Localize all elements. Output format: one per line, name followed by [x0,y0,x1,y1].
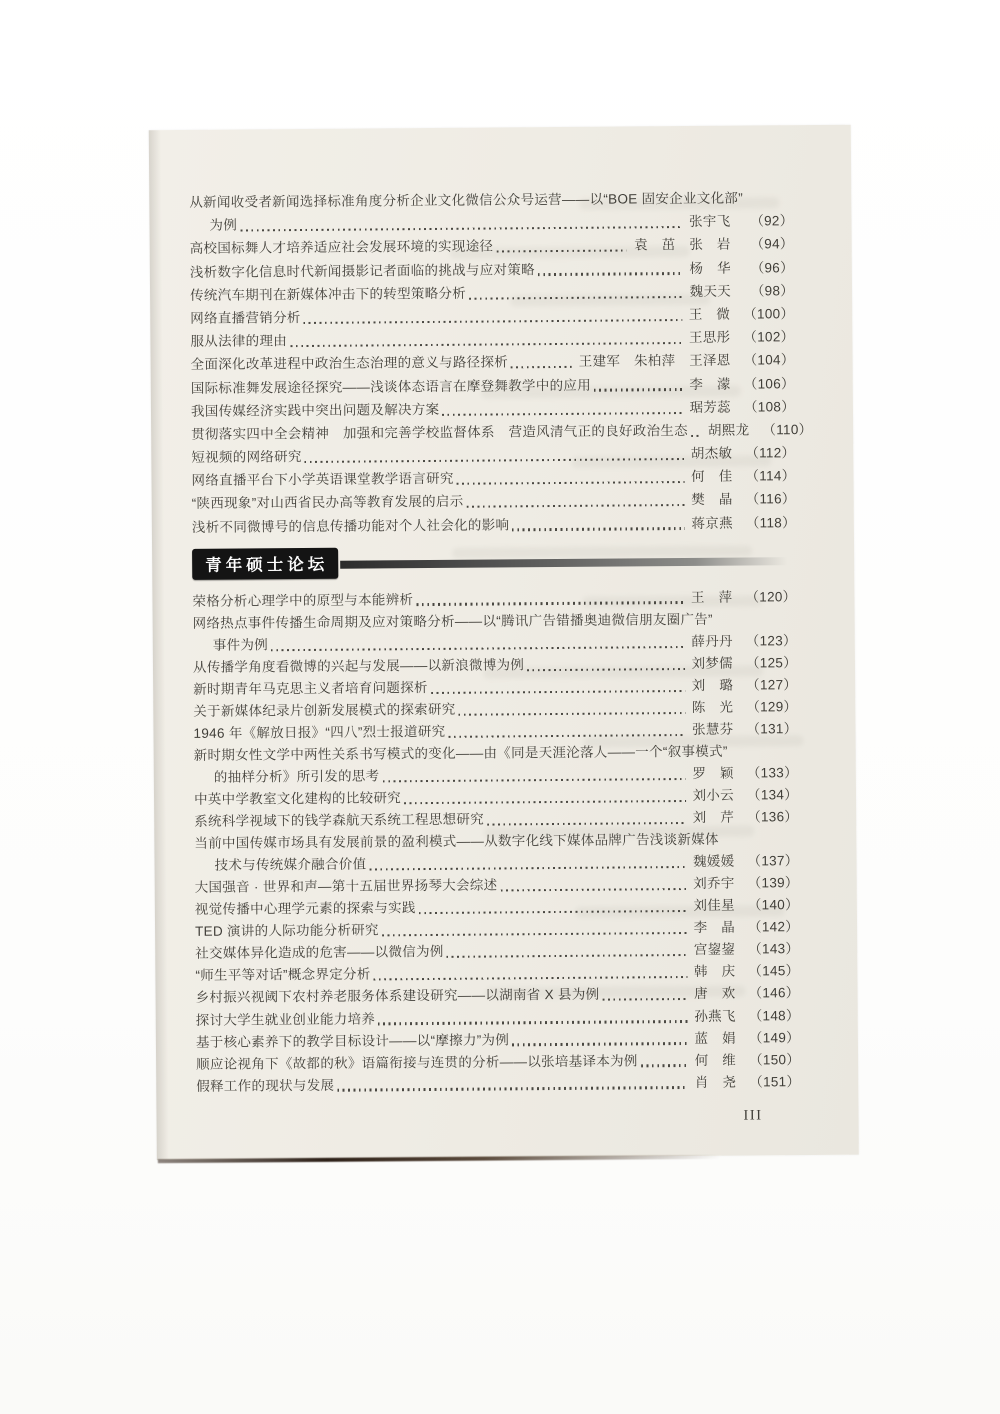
toc-entry-authors: 胡杰敏 [690,445,733,462]
dot-leader [448,734,685,738]
toc-entry-authors: 王 萍 [690,589,733,605]
toc-entry [193,654,797,677]
toc-entry-page-number: （120） [745,588,797,605]
toc-entry-authors: 袁 茁 张 岩 [634,237,731,253]
toc-entry-page-number: （104） [743,352,795,368]
toc-entry-title-continuation: 事件为例 [212,637,269,653]
toc-entry-title: 从新闻收受者新闻选择标准角度分析企业文化微信公众号运营——以“BOE 固安企业文化部” [189,190,744,210]
toc-entry-authors: 何 维 [694,1052,737,1068]
toc-entry-authors: 宫鋆鋆 [693,942,736,958]
toc-entry-authors: 魏天天 [689,283,732,299]
toc-entry-page-number: （146） [748,985,800,1002]
toc-entry-page-number: （114） [745,468,796,484]
toc-entry [192,514,796,537]
dot-leader [691,435,701,437]
toc-entry-title: 从传播学角度看微博的兴起与发展——以新浪微博为例 [192,657,525,675]
toc-entry-page-number: （131） [746,721,798,737]
toc-entry-title: 当前中国传媒市场具有发展前景的盈利模式——从数字化线下媒体品牌广告浅谈新媒体 [194,831,719,852]
toc-entry-authors: 韩 庆 [693,964,736,980]
dot-leader [378,1020,687,1025]
toc-entry-authors: 王 微 [688,306,731,322]
paper-sheet [149,125,859,1160]
toc-entry-title: 关于新媒体纪录片创新发展模式的探索研究 [193,701,456,719]
toc-entry [194,830,798,853]
section-header-rule [340,557,796,569]
toc-entry-authors: 张慧芬 [691,721,734,737]
toc-entry-title: TED 演讲的人际功能分析研究 [195,922,379,940]
toc-entry-authors: 王建军 朱柏萍 王泽恩 [578,352,731,370]
toc-entry-page-number: （98） [750,282,795,299]
toc-entry [190,282,794,305]
toc-entry-title: 浅析不同微博号的信息传播功能对个人社会化的影响 [191,517,510,535]
toc-entry [195,941,799,964]
toc-entry [193,720,797,743]
toc-entry [194,852,798,875]
toc-entry-page-number: （134） [746,787,799,803]
dot-leader [290,342,682,347]
toc-entry [191,375,795,398]
toc-entry-page-number: （92） [750,213,794,229]
toc-entry-page-number: （96） [750,259,794,276]
dot-leader [337,1086,688,1091]
page-number-footer: III [743,1107,763,1124]
toc-entry-authors: 刘佳星 [693,897,735,914]
toc-entry-authors: 刘 芹 [692,809,735,826]
dot-leader [374,976,687,981]
toc-entry-title: 乡村振兴视阈下农村养老服务体系建设研究——以湖南省 X 县为例 [195,987,600,1006]
toc-entry-title: 基于核心素养下的教学目标设计——以“摩擦力”为例 [195,1031,510,1050]
dot-leader [442,412,682,416]
toc-entry-page-number: （112） [745,445,796,461]
toc-entry-page-number: （145） [748,963,800,979]
toc-entry-title: 网络直播营销分析 [190,309,301,326]
toc-entry-page-number: （151） [749,1073,801,1090]
section-header-label: 青年硕士论坛 [192,548,338,580]
toc-entry-page-number: （136） [747,809,799,825]
toc-entry [195,918,799,941]
toc-entry-title: 大国强音 · 世界和声—第十五届世界扬琴大会综述 [194,877,498,896]
toc-entry-title: 探讨大学生就业创业能力培养 [195,1010,376,1028]
dot-leader [469,296,683,300]
toc-entry-page-number: （100） [743,306,795,322]
toc-entry-page-number: （108） [743,398,796,415]
toc-entry-title-continuation: 的抽样分析》所引发的思考 [213,768,380,785]
toc-entry [194,786,798,809]
toc-entry [195,963,799,986]
toc-entry-page-number: （133） [746,765,798,781]
toc-entry-page-number: （116） [745,491,796,507]
toc-entry-title: 系统科学视域下的钱学森航天系统工程思想研究 [194,811,485,829]
dot-leader [431,690,685,694]
dot-leader [511,366,572,369]
toc-entry [196,1029,800,1052]
toc-entry-page-number: （150） [749,1051,801,1068]
dot-leader [382,932,687,937]
toc-entry [194,808,798,831]
toc-entry-authors: 罗 颖 [692,765,734,781]
toc-entry-title: 1946 年《解放日报》“四八”烈士报道研究 [193,723,446,741]
toc-entry-authors: 李 晶 [693,919,736,936]
toc-entry-authors: 薛丹丹 [691,633,733,649]
toc-entry-title-continuation: 技术与传统媒介融合价值 [214,856,367,873]
dot-leader [419,910,687,914]
toc-entry-title: 传统汽车期刊在新媒体冲击下的转型策略分析 [190,285,467,303]
toc-entry-title: “师生平等对话”概念界定分析 [195,966,371,984]
toc-entry-title: 我国传媒经济实践中突出问题及解决方案 [190,401,440,419]
toc-entry-title: 中英中学教室文化建构的比较研究 [193,790,402,807]
dot-leader [457,481,684,485]
toc-entry [191,444,795,467]
toc-entry-authors: 孙燕飞 [694,1008,736,1024]
toc-entry-page-number: （102） [743,329,795,345]
toc-entry [193,676,797,699]
toc-entry-authors: 魏媛媛 [693,853,735,870]
dot-leader [496,250,627,253]
toc-entry [193,698,797,721]
toc-entry-authors: 胡熙龙 [707,422,750,438]
toc-entry-title: 新时期青年马克思主义者培育问题探析 [193,679,428,697]
toc-entry-authors: 琚芳蕊 [689,399,731,415]
toc-entry-authors: 李 濛 [689,376,731,392]
dot-leader [538,272,683,275]
toc-entry [195,874,799,897]
dot-leader [304,319,682,324]
toc-entry-authors: 何 佳 [691,468,733,485]
toc-entry [194,764,798,787]
toc-entry [195,896,799,919]
toc-entry-title: 服从法律的理由 [190,333,288,350]
dot-leader [487,822,686,826]
toc-section-youth-masters-forum [192,588,800,1096]
toc-entry-page-number: （137） [747,853,799,869]
dot-leader [467,504,685,508]
toc-entry-authors: 刘小云 [692,787,735,804]
toc-entry [190,259,794,282]
toc-entry-page-number: （140） [747,897,799,913]
dot-leader [382,778,685,783]
toc-entry-page-number: （106） [743,375,795,392]
section-header-youth-masters-forum [192,546,796,579]
toc-entry-page-number: （139） [747,875,799,891]
toc-entry [191,351,795,374]
toc-entry-title: 高校国标舞人才培养适应社会发展环境的实现途径 [189,238,494,257]
toc-entry [192,588,796,611]
toc-entry [190,328,794,351]
toc-entry-page-number: （149） [748,1029,800,1046]
toc-entry-authors: 杨 华 [689,260,731,276]
toc-entry-page-number: （94） [750,236,794,252]
dot-leader [602,998,687,1001]
toc-entry-title: 浅析数字化信息时代新闻摄影记者面临的挑战与应对策略 [189,261,535,280]
toc-entry-title: 网络热点事件传播生命周期及应对策略分析——以“腾讯广告错播奥迪微信朋友圈广告” [192,611,713,631]
toc-entry-title: 短视频的网络研究 [191,449,302,465]
toc-entry-title: 网络直播平台下小学英语课堂教学语言研究 [191,471,454,489]
toc-entry-title: 全面深化改革进程中政治生态治理的意义与路径探析 [190,354,509,373]
dot-leader [404,800,686,804]
toc-entry [190,305,794,328]
toc-entry-page-number: （110） [762,421,813,438]
toc-entry-authors: 刘乔宇 [693,875,735,892]
toc-entry-page-number: （118） [745,514,796,531]
dot-leader [512,1042,687,1046]
toc-entry [191,467,795,490]
dot-leader [500,888,686,892]
toc-entry [191,398,795,421]
toc-entry-page-number: （143） [748,941,800,957]
toc-entry [196,1073,800,1096]
toc-entry [191,421,813,444]
toc-entry [190,236,794,259]
toc-entry-title: 顺应论视角下《故都的秋》语篇衔接与连贯的分析——以张培基译本为例 [196,1053,638,1072]
toc-section-continued [189,189,813,536]
dot-leader [641,1064,688,1067]
toc-entry [196,985,800,1008]
toc-entry [194,742,798,765]
toc-entry-authors: 蒋京燕 [691,515,733,531]
dot-leader [527,668,684,671]
toc-entry [193,610,797,633]
toc-entry-authors: 刘 璐 [691,677,734,693]
dot-leader [271,646,684,651]
toc-entry [189,189,793,212]
dot-leader [512,527,684,531]
dot-leader [594,388,682,391]
toc-entry-title: 贯彻落实四中全会精神 加强和完善学校监督体系 营造风清气正的良好政治生态 [191,422,689,442]
dot-leader [416,601,684,605]
toc-entry [196,1007,800,1030]
toc-entry-authors: 张宇飞 [689,213,731,230]
toc-entry-title: 新时期女性文学中两性关系书写模式的变化——由《同是天涯沦落人——一个“叙事模式” [193,743,728,763]
toc-entry-title: 假释工作的现状与发展 [196,1077,335,1094]
toc-entry-page-number: （127） [746,676,798,693]
toc-content [189,189,813,1128]
toc-entry-title: 国际标准舞发展途径探究——浅谈体态语言在摩登舞教学中的应用 [190,377,592,396]
dot-leader [447,954,687,958]
toc-entry [189,212,793,235]
toc-entry-title: 社交媒体异化造成的危害——以微信为例 [195,944,444,962]
toc-entry-authors: 蓝 娟 [694,1030,736,1046]
dot-leader [240,226,682,232]
toc-entry-page-number: （142） [747,919,800,935]
toc-entry-page-number: （148） [748,1007,800,1024]
toc-entry [192,491,796,514]
toc-entry-authors: 唐 欢 [694,986,736,1002]
toc-entry-authors: 王思彤 [688,329,731,346]
toc-entry-authors: 樊 晶 [691,492,733,508]
toc-entry-authors: 刘梦儒 [691,655,734,671]
toc-entry [193,632,797,655]
toc-entry-title: 荣格分析心理学中的原型与本能辨析 [192,591,414,609]
dot-leader [305,458,684,463]
dot-leader [459,712,685,716]
toc-entry-authors: 肖 尧 [694,1074,737,1090]
toc-entry-title: 视觉传播中心理学元素的探索与实践 [194,900,416,918]
toc-entry-page-number: （129） [746,699,798,715]
dot-leader [369,866,686,871]
toc-entry-authors: 陈 光 [691,699,734,715]
toc-entry [196,1051,800,1074]
toc-entry-page-number: （125） [745,654,798,671]
toc-entry-title: “陕西现象”对山西省民办高等教育发展的启示 [191,494,464,512]
toc-entry-page-number: （123） [745,632,797,649]
toc-entry-title-continuation: 为例 [209,217,238,233]
